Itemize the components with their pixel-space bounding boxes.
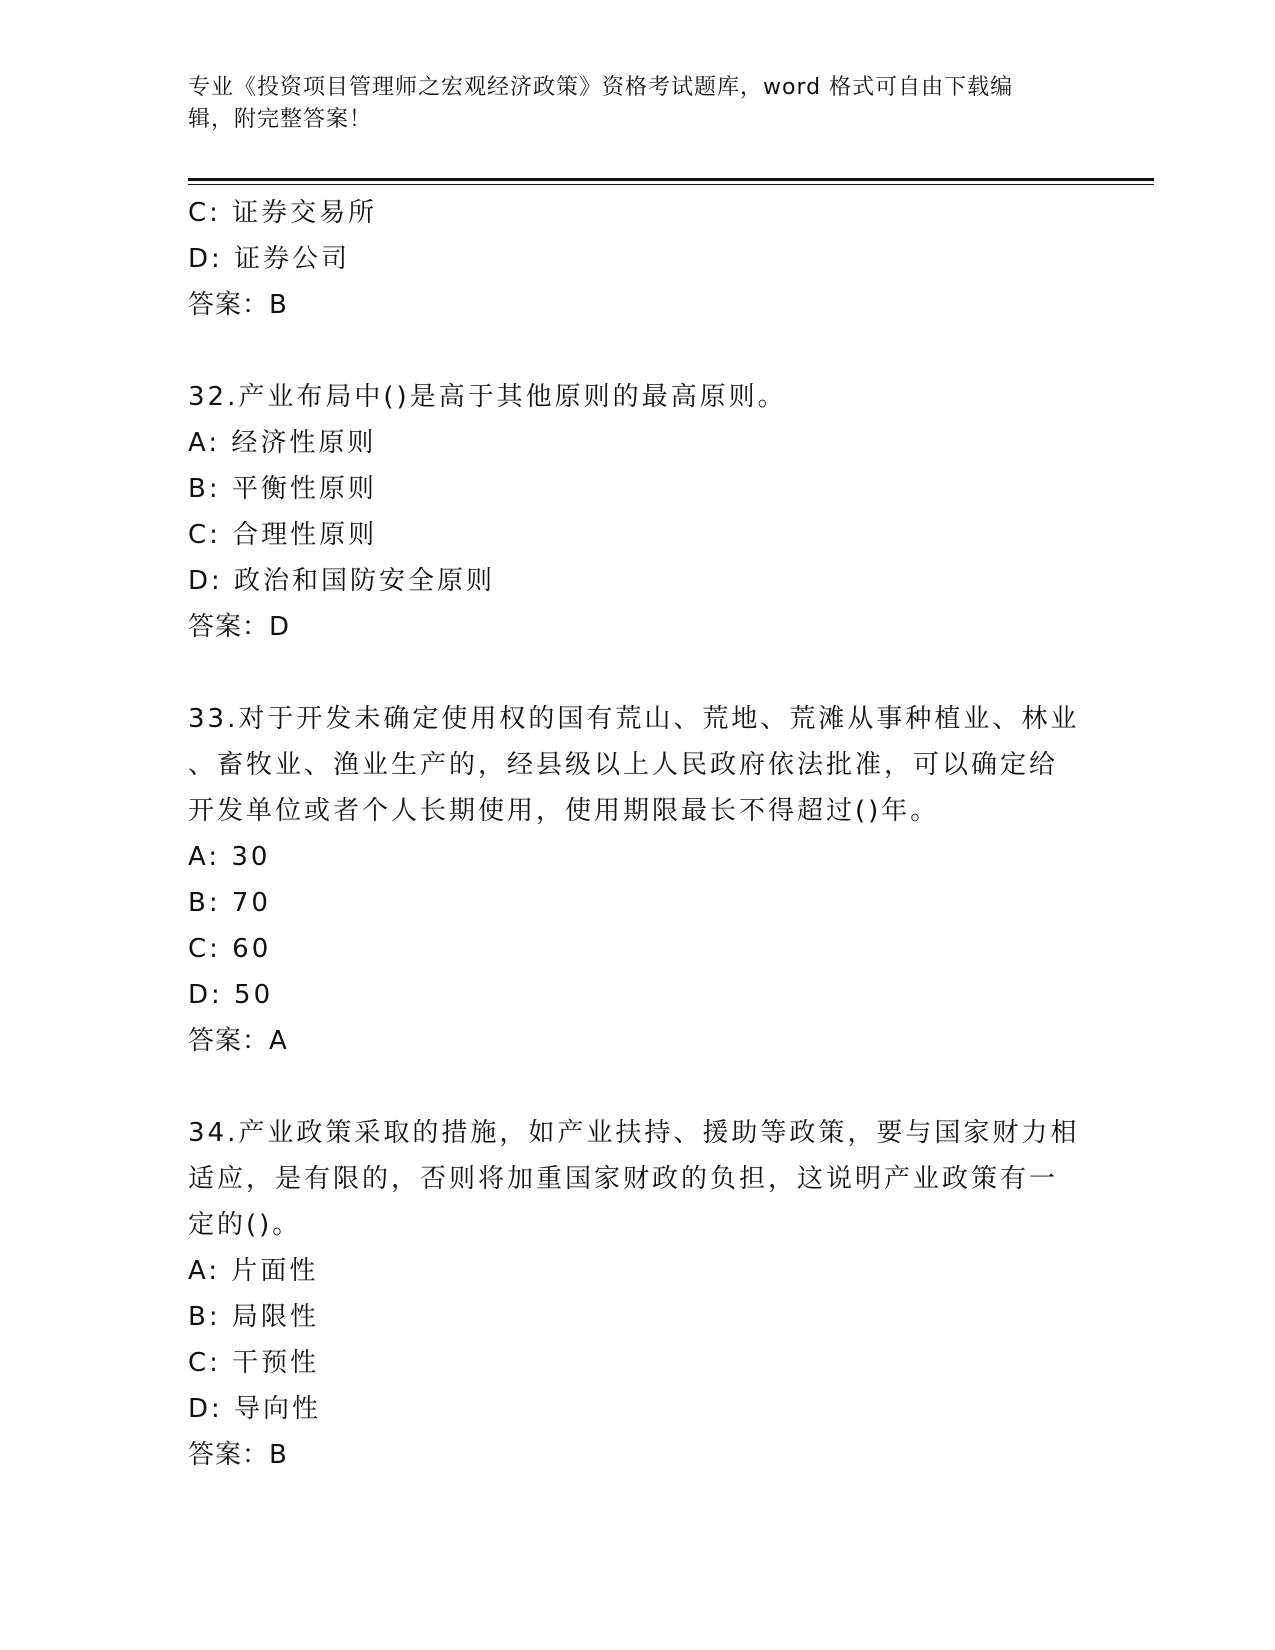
spacer <box>188 328 1088 374</box>
header-line-2: 辑，附完整答案！ <box>188 107 373 132</box>
option-b: B: 局限性 <box>188 1302 319 1332</box>
option-d: D: 政治和国防安全原则 <box>188 566 496 596</box>
header-divider-thin <box>188 184 1154 185</box>
question-stem-line-2: 、畜牧业、渔业生产的，经县级以上人民政府依法批准，可以确定给 <box>188 750 1059 780</box>
document-header <box>188 72 1068 136</box>
question-34 <box>188 1110 1088 1478</box>
option-a: A: 30 <box>188 842 271 872</box>
option-a: A: 片面性 <box>188 1256 319 1286</box>
option-c: C: 证券交易所 <box>188 198 378 228</box>
option-d: D: 导向性 <box>188 1394 322 1424</box>
option-c: C: 60 <box>188 934 272 964</box>
question-list <box>188 190 1088 1478</box>
answer-line: 答案：A <box>188 1026 288 1056</box>
prev-question-block <box>188 190 1088 328</box>
question-stem-line-2: 适应，是有限的，否则将加重国家财政的负担，这说明产业政策有一 <box>188 1164 1059 1194</box>
question-stem-line-3: 定的()。 <box>188 1210 302 1240</box>
option-b: B: 70 <box>188 888 271 918</box>
question-33 <box>188 696 1088 1064</box>
question-32 <box>188 374 1088 650</box>
question-stem: 32.产业布局中()是高于其他原则的最高原则。 <box>188 382 787 412</box>
option-c: C: 合理性原则 <box>188 520 378 550</box>
option-d: D: 50 <box>188 980 274 1010</box>
option-d: D: 证券公司 <box>188 244 351 274</box>
header-divider-thick <box>188 178 1154 181</box>
question-stem-line-1: 34.产业政策采取的措施，如产业扶持、援助等政策，要与国家财力相 <box>188 1118 1080 1148</box>
option-a: A: 经济性原则 <box>188 428 377 458</box>
answer-line: 答案：D <box>188 612 291 642</box>
spacer <box>188 650 1088 696</box>
header-line-1: 专业《投资项目管理师之宏观经济政策》资格考试题库，word 格式可自由下载编 <box>188 75 1014 100</box>
question-stem-line-3: 开发单位或者个人长期使用，使用期限最长不得超过()年。 <box>188 796 940 826</box>
spacer <box>188 1064 1088 1110</box>
question-stem-line-1: 33.对于开发未确定使用权的国有荒山、荒地、荒滩从事种植业、林业 <box>188 704 1080 734</box>
answer-line: 答案：B <box>188 290 288 320</box>
option-b: B: 平衡性原则 <box>188 474 377 504</box>
option-c: C: 干预性 <box>188 1348 320 1378</box>
answer-line: 答案：B <box>188 1440 288 1470</box>
